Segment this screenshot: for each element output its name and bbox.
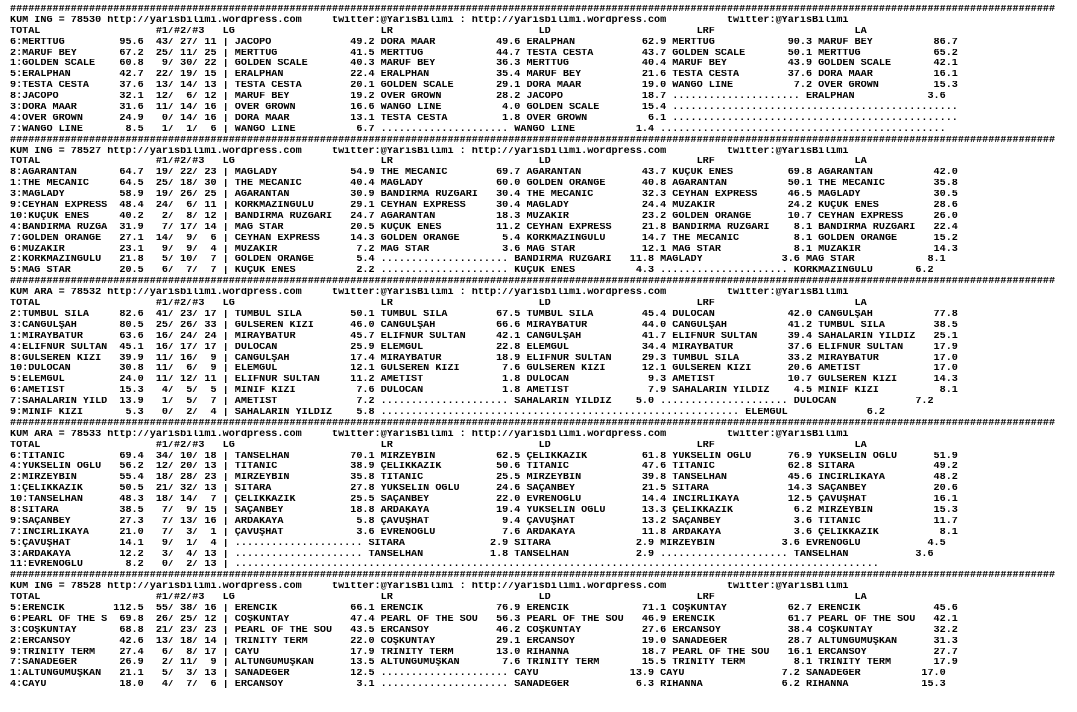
result-row: 9:SAÇANBEY 27.3 7/ 13/ 16 | ARDAKAYA 5.8 ÇAVUŞHAT 9.4 ÇAVUŞHAT 13.2 SAÇANBEY 3.6 TİTANİC 11.7 [10,516,958,527]
result-row: 1:ÇELİKKAZIK 50.5 21/ 32/ 13 | SİTARA 27.8 YÜKSELİN OĞLU 24.6 SAÇANBEY 21.5 SİTARA 14.3 SAÇANBEY 20.6 [10,484,958,495]
separator-line: ############################################################################################################################################################################ [10,277,1056,288]
race-report [10,5,1075,691]
column-header: TOTAL #1/#2/#3 LG LR LD LRF LA [10,299,867,310]
column-header: TOTAL #1/#2/#3 LG LR LD LRF LA [10,593,867,604]
result-row: 8:SİTARA 38.5 7/ 9/ 15 | SAÇANBEY 18.8 ARDAKAYA 19.4 YÜKSELİN OĞLU 13.3 ÇELİKKAZIK 6.2 MİRZEYBİN 15.3 [10,505,958,516]
result-row: 8:GÜLSEREN KIZI 39.9 11/ 16/ 9 | CANGÜLŞAH 17.4 MİRAYBATUR 18.9 ELİFNUR SULTAN 29.3 TUMBUL SILA 33.2 MİRAYBATUR 17.0 [10,353,958,364]
separator-line: ############################################################################################################################################################################ [10,5,1056,15]
separator-line: ############################################################################################################################################################################ [10,571,1056,582]
result-row: 1:GOLDEN SCALE 60.8 9/ 30/ 22 | GOLDEN SCALE 40.3 MARUF BEY 36.3 MERTTUĞ 40.4 MARUF BEY 43.9 GOLDEN SCALE 42.1 [10,59,958,70]
result-row: 3:CANGÜLŞAH 80.5 25/ 26/ 33 | GÜLSEREN KIZI 46.0 CANGÜLŞAH 66.6 MİRAYBATUR 44.0 CANGÜLŞAH 41.2 TUMBUL SILA 38.5 [10,320,958,331]
result-row: 10:KÜÇÜK ENES 40.2 2/ 8/ 12 | BANDIRMA RÜZGARI 24.7 AĞARANTAN 18.3 MÜZAKİR 23.2 GOLDEN ORANGE 10.7 CEYHAN EXPRESS 26.0 [10,211,958,222]
result-row: 10:DULOCAN 30.8 11/ 6/ 9 | ELEMGÜL 12.1 GÜLSEREN KIZI 7.6 GÜLSEREN KIZI 12.1 GÜLSEREN KIZI 20.6 AMETİST 17.0 [10,364,958,375]
race-header: KUM ARA = 78533 http://yarisbilimi.wordpress.com twitter:@YarisBilimi : http://yarisbilimi.wordpress.com twitter:@YarisBilimi [10,429,849,440]
column-header: TOTAL #1/#2/#3 LG LR LD LRF LA [10,440,867,451]
result-row: 5:ELEMGÜL 24.0 11/ 12/ 11 | ELİFNUR SULTAN 11.2 AMETİST 1.8 DULOCAN 9.3 AMETİST 10.7 GÜLSEREN KIZI 14.3 [10,375,958,386]
result-row: 10:TANSELHAN 48.3 18/ 14/ 7 | ÇELİKKAZIK 25.5 SAÇANBEY 22.0 EVRENOĞLU 14.4 İNCİRLİKAYA 12.5 ÇAVUŞHAT 16.1 [10,495,958,506]
result-row: 8:AĞARANTAN 64.7 19/ 22/ 23 | MAGLADY 54.9 THE MECANIC 69.7 AĞARANTAN 43.7 KÜÇÜK ENES 69.8 AĞARANTAN 42.0 [10,168,958,179]
result-row: 7:WANGO LINE 8.5 1/ 1/ 6 | WANGO LINE 6.7 ..................... WANGO LINE 1.4 ............................................... [10,124,946,135]
race-header: KUM ING = 78530 http://yarisbilimi.wordpress.com twitter:@YarisBilimi : http://yarisbilimi.wordpress.com twitter:@YarisBilimi [10,15,849,26]
result-row: 4:ELİFNUR SULTAN 45.1 16/ 17/ 17 | DULOCAN 25.9 ELEMGÜL 22.8 ELEMGÜL 34.4 MİRAYBATUR 37.6 ELİFNUR SULTAN 17.9 [10,342,958,353]
result-row: 7:İNCİRLİKAYA 21.0 7/ 3/ 1 | ÇAVUŞHAT 3.6 EVRENOĞLU 7.6 ARDAKAYA 11.8 ARDAKAYA 3.6 ÇELİKKAZIK 8.1 [10,527,958,538]
result-row: 2:MİRZEYBİN 55.4 18/ 28/ 23 | MİRZEYBİN 35.8 TİTANİC 25.5 MİRZEYBİN 39.8 TANSELHAN 45.6 İNCİRLİKAYA 48.2 [10,473,958,484]
result-row: 9:TESTA CESTA 37.6 13/ 14/ 13 | TESTA CESTA 20.1 GOLDEN SCALE 29.1 DORA MAAR 19.0 WANGO LINE 7.2 OVER GROWN 15.3 [10,81,958,92]
race-header: KUM ARA = 78532 http://yarisbilimi.wordpress.com twitter:@YarisBilimi : http://yarisbilimi.wordpress.com twitter:@YarisBilimi [10,288,849,299]
result-row: 5:ERENCİK 112.5 55/ 38/ 16 | ERENCİK 66.1 ERENCİK 76.9 ERENCİK 71.1 COŞKUNTAY 62.7 ERENCİK 45.6 [10,603,958,614]
result-row: 2:TUMBUL SILA 82.6 41/ 23/ 17 | TUMBUL SILA 50.1 TUMBUL SILA 67.5 TUMBUL SILA 45.4 DULOCAN 42.0 CANGÜLŞAH 77.8 [10,309,958,320]
result-row: 7:GOLDEN ORANGE 27.1 14/ 9/ 6 | CEYHAN EXPRESS 14.3 GOLDEN ORANGE 5.4 KORKMAZINGÜLÜ 14.7 THE MECANIC 8.1 GOLDEN ORANGE 15.2 [10,233,958,244]
result-row: 1:MİRAYBATUR 63.6 16/ 24/ 24 | MİRAYBATUR 45.7 ELİFNUR SULTAN 42.1 CANGÜLŞAH 41.7 ELİFNUR SULTAN 39.4 SAHALARIN YILDIZ 25.1 [10,331,958,342]
result-row: 3:MAGLADY 58.9 19/ 26/ 25 | AĞARANTAN 30.9 BANDIRMA RÜZGARI 30.4 THE MECANIC 32.3 CEYHAN EXPRESS 46.5 MAGLADY 30.5 [10,190,958,201]
result-row: 3:COŞKUNTAY 68.8 21/ 23/ 23 | PEARL OF THE SOU 43.5 ERCANSOY 46.2 COŞKUNTAY 27.6 ERCANSOY 38.4 COŞKUNTAY 32.2 [10,625,958,636]
result-row: 6:MÜZAKİR 23.1 9/ 9/ 4 | MÜZAKİR 7.2 MAG STAR 3.6 MAG STAR 12.1 MAG STAR 8.1 MÜZAKİR 14.3 [10,244,958,255]
result-row: 4:BANDIRMA RÜZGA 31.9 7/ 17/ 14 | MAG STAR 20.5 KÜÇÜK ENES 11.2 CEYHAN EXPRESS 21.8 BANDIRMA RÜZGARI 8.1 BANDIRMA RÜZGARI 22.4 [10,222,958,233]
result-row: 5:ERALPHAN 42.7 22/ 19/ 15 | ERALPHAN 22.4 ERALPHAN 35.4 MARUF BEY 21.6 TESTA CESTA 37.6 DORA MAAR 16.1 [10,70,958,81]
result-row: 7:SAHALARIN YILD 13.9 1/ 5/ 7 | AMETİST 7.2 ..................... SAHALARIN YILDIZ 5.0 ..................... DULOCAN 7.2 [10,397,934,408]
race-header: KUM ING = 78527 http://yarisbilimi.wordpress.com twitter:@YarisBilimi : http://yarisbilimi.wordpress.com twitter:@YarisBilimi [10,146,849,157]
column-header: TOTAL #1/#2/#3 LG LR LD LRF LA [10,26,867,37]
result-row: 8:JACOPO 32.1 12/ 6/ 12 | MARUF BEY 19.2 OVER GROWN 28.2 JACOPO 18.7 ..................... ERALPHAN 3.6 [10,92,946,103]
result-row: 2:MARUF BEY 67.2 25/ 11/ 25 | MERTTUĞ 41.5 MERTTUĞ 44.7 TESTA CESTA 43.7 GOLDEN SCALE 50.1 MERTTUĞ 65.2 [10,48,958,59]
result-row: 1:ALTUNGÜMÜŞKAN 21.1 5/ 3/ 13 | SANADEĞER 12.5 ..................... CAYU 13.9 CAYU 7.2 SANADEĞER 17.0 [10,669,946,680]
result-row: 3:DORA MAAR 31.6 11/ 14/ 16 | OVER GROWN 16.6 WANGO LINE 4.0 GOLDEN SCALE 15.4 ............................................... [10,103,958,114]
result-row: 7:SANADEĞER 26.9 2/ 11/ 9 | ALTUNGÜMÜŞKAN 13.5 ALTUNGÜMÜŞKAN 7.6 TRİNİTY TERM 15.5 TRİNİTY TERM 8.1 TRİNİTY TERM 17.9 [10,658,958,669]
result-row: 6:MERTTUĞ 95.6 43/ 27/ 11 | JACOPO 49.2 DORA MAAR 49.6 ERALPHAN 62.9 MERTTUĞ 90.3 MARUF BEY 86.7 [10,37,958,48]
result-row: 6:TİTANİC 69.4 34/ 10/ 18 | TANSELHAN 70.1 MİRZEYBİN 62.5 ÇELİKKAZIK 61.8 YÜKSELİN OĞLU 76.9 YÜKSELİN OĞLU 51.9 [10,451,958,462]
result-row: 5:ÇAVUŞHAT 14.1 9/ 1/ 4 | ..................... SİTARA 2.9 SİTARA 2.9 MİRZEYBİN 3.6 EVRENOĞLU 4.5 [10,538,946,549]
result-row: 9:CEYHAN EXPRESS 48.4 24/ 6/ 11 | KORKMAZINGÜLÜ 29.1 CEYHAN EXPRESS 30.4 MAGLADY 24.4 MÜZAKİR 24.2 KÜÇÜK ENES 28.6 [10,201,958,212]
result-row: 3:ARDAKAYA 12.2 3/ 4/ 13 | ..................... TANSELHAN 1.8 TANSELHAN 2.9 ..................... TANSELHAN 3.6 [10,549,934,560]
result-row: 4:YÜKSELİN OĞLU 56.2 12/ 20/ 13 | TİTANİC 38.9 ÇELİKKAZIK 50.6 TİTANİC 47.6 TİTANİC 62.8 SİTARA 49.2 [10,462,958,473]
result-row: 1:THE MECANIC 64.5 25/ 18/ 30 | THE MECANIC 40.4 MAGLADY 60.0 GOLDEN ORANGE 40.8 AĞARANTAN 50.1 THE MECANIC 35.8 [10,179,958,190]
result-row: 9:MİNİF KIZI 5.3 0/ 2/ 4 | SAHALARIN YILDIZ 5.8 ........................................................... ELEMGÜL 6.2 [10,407,885,418]
separator-line: ############################################################################################################################################################################ [10,135,1056,146]
result-row: 5:MAG STAR 20.5 6/ 7/ 7 | KÜÇÜK ENES 2.2 ..................... KÜÇÜK ENES 4.3 ..................... KORKMAZINGÜLÜ 6.2 [10,266,934,277]
result-row: 6:AMETİST 15.3 4/ 5/ 5 | MİNİF KIZI 7.6 DULOCAN 1.8 AMETİST 7.9 SAHALARIN YILDIZ 4.5 MİNİF KIZI 8.1 [10,386,958,397]
race-header: KUM ING = 78528 http://yarisbilimi.wordpress.com twitter:@YarisBilimi : http://yarisbilimi.wordpress.com twitter:@YarisBilimi [10,582,849,593]
result-row: 2:KORKMAZINGÜLÜ 21.8 5/ 10/ 7 | GOLDEN ORANGE 5.4 ..................... BANDIRMA RÜZGARI 11.8 MAGLADY 3.6 MAG STAR 8.1 [10,255,946,266]
result-row: 6:PEARL OF THE S 69.8 26/ 25/ 12 | COŞKUNTAY 47.4 PEARL OF THE SOU 56.3 PEARL OF THE SOU 46.9 ERENCİK 61.7 PEARL OF THE SOU 42.1 [10,614,958,625]
result-row: 9:TRİNİTY TERM 27.4 6/ 8/ 17 | CAYU 17.9 TRİNİTY TERM 13.0 RİHANNA 18.7 PEARL OF THE SOU 16.1 ERCANSOY 27.7 [10,647,958,658]
separator-line: ############################################################################################################################################################################ [10,418,1056,429]
result-row: 2:ERCANSOY 42.6 13/ 18/ 14 | TRİNİTY TERM 22.0 COŞKUNTAY 29.1 ERCANSOY 19.0 SANADEĞER 28.7 ALTUNGÜMÜŞKAN 31.3 [10,636,958,647]
result-row: 4:OVER GROWN 24.9 0/ 14/ 16 | DORA MAAR 13.1 TESTA CESTA 1.8 OVER GROWN 6.1 ............................................... [10,113,958,124]
column-header: TOTAL #1/#2/#3 LG LR LD LRF LA [10,157,867,168]
result-row: 11:EVRENOĞLU 8.2 0/ 2/ 13 | .......................................................................................................... [10,560,879,571]
result-row: 4:CAYU 18.0 4/ 7/ 6 | ERCANSOY 3.1 ..................... SANADEĞER 6.3 RİHANNA 6.2 RİHANNA 15.3 [10,680,946,691]
